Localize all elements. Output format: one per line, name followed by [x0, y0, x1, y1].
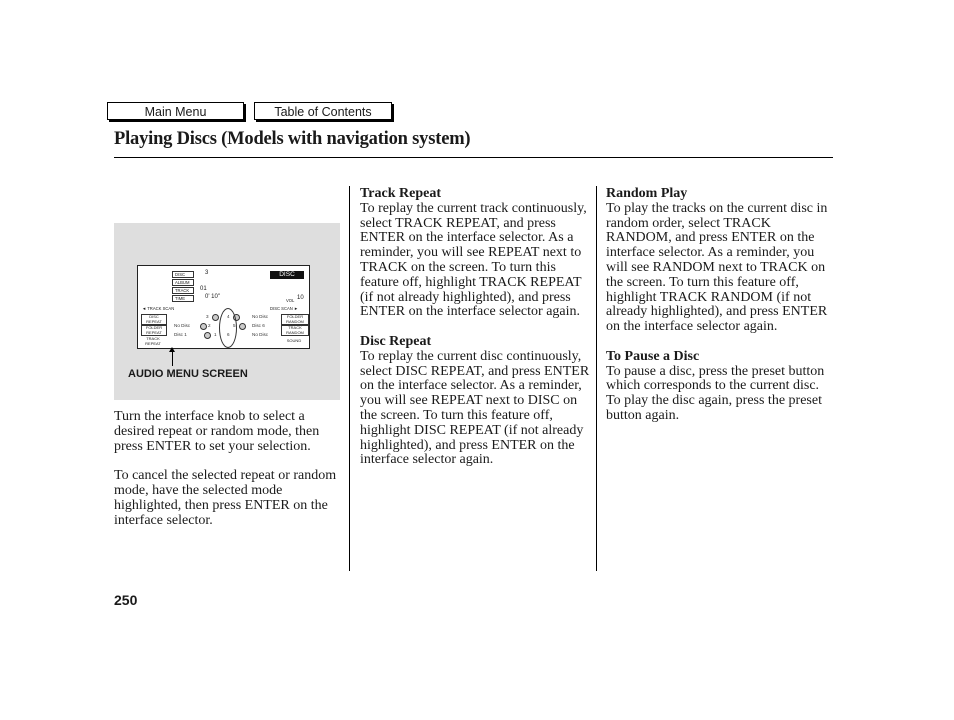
screen-track-value: 01	[200, 286, 207, 292]
column-divider-1	[349, 186, 350, 571]
slot-row3-b: 1	[214, 332, 217, 337]
screen-label-time: TIME	[172, 295, 194, 302]
screen-disc-value: 3	[205, 270, 209, 276]
slot-row2-b: 2	[208, 323, 211, 328]
pointer-line	[172, 350, 173, 366]
audio-menu-figure	[114, 223, 340, 400]
slot-row2-a: No Disc	[174, 323, 191, 328]
screen-label-track: TRACK	[172, 287, 194, 294]
random-play-text: To play the tracks on the current disc in random order, select TRACK RANDOM, and press ENTER on the interface selector. As a reminder, you will see RANDOM next to TRACK on the screen. To turn this feature off, highlight TRACK RANDOM (if not already highlighted), and press ENTER on the interface selector again.	[606, 200, 828, 335]
track-repeat-text: To replay the current track continuously, select TRACK REPEAT, and press ENTER on the interface selector. As a reminder, you will see REPEAT next to TRACK on the screen. To turn this feature off, highlight TRACK REPEAT (if not already highlighted), and press ENTER on the interface selector again.	[360, 200, 587, 320]
audio-menu-screen	[137, 265, 310, 349]
disc-chip-icon	[212, 314, 219, 321]
middle-column	[360, 187, 594, 468]
table-of-contents-button[interactable]: Table of Contents	[254, 102, 392, 120]
left-column	[114, 410, 346, 528]
disc-repeat-text: To replay the current disc continuously, select DISC REPEAT, and press ENTER on the interface selector. As a reminder, you will see REPEAT next to DISC on the screen. To turn this feature off, highlight DISC REPEAT (if not already highlighted), and press ENTER on the interface selector again.	[360, 348, 590, 468]
interface-knob-icon	[219, 308, 237, 348]
slot-row1-b: 4	[227, 314, 230, 319]
screen-vol-label: VOL	[286, 298, 295, 303]
slot-row3-a: Disc 1	[174, 332, 187, 337]
screen-disc-badge: DISC	[270, 271, 304, 279]
pause-disc-text: To pause a disc, press the preset button which corresponds to the current disc. To play the disc again, press the preset button again.	[606, 363, 825, 423]
right-column	[606, 187, 836, 424]
screen-track-scan: ◄ TRACK SCAN	[142, 306, 175, 311]
slot-row2-c: 5	[233, 323, 236, 328]
option-track-random: TRACK RANDOM	[281, 325, 309, 336]
disc-repeat-heading: Disc Repeat	[360, 333, 432, 349]
left-paragraph-1: Turn the interface knob to select a desired repeat or random mode, then press ENTER to set your selection.	[114, 409, 320, 454]
pause-disc-heading: To Pause a Disc	[606, 348, 700, 364]
disc-chip-icon	[239, 323, 246, 330]
slot-row1-c: No Disc	[252, 314, 269, 319]
figure-caption: AUDIO MENU SCREEN	[128, 368, 248, 380]
screen-disc-scan: DISC SCAN ►	[270, 306, 299, 311]
title-divider	[114, 157, 833, 158]
screen-time-value: 0' 10"	[205, 294, 220, 300]
left-paragraph-2: To cancel the selected repeat or random mode, have the selected mode highlighted, then press ENTER on the interface selector.	[114, 468, 337, 528]
random-play-heading: Random Play	[606, 186, 688, 201]
slot-row1-a: 3	[206, 314, 209, 319]
screen-label-disc: DISC	[172, 271, 194, 278]
track-repeat-heading: Track Repeat	[360, 186, 441, 201]
option-folder-random: FOLDER RANDOM	[281, 314, 309, 325]
option-disc-repeat: DISC REPEAT	[141, 314, 167, 325]
column-divider-2	[596, 186, 597, 571]
main-menu-button[interactable]: Main Menu	[107, 102, 244, 120]
option-track-repeat: TRACK REPEAT	[145, 336, 161, 346]
slot-row2-d: Disc 6	[252, 323, 265, 328]
screen-vol-value: 10	[297, 295, 304, 301]
page-number: 250	[114, 592, 138, 608]
option-sound: SOUND	[286, 338, 302, 343]
screen-label-album: ALBUM	[172, 279, 194, 286]
disc-chip-icon	[204, 332, 211, 339]
disc-chip-icon	[200, 323, 207, 330]
slot-row3-d: No Disc	[252, 332, 269, 337]
option-folder-repeat: FOLDER REPEAT	[141, 325, 167, 336]
page-title: Playing Discs (Models with navigation system)	[114, 129, 471, 149]
slot-row3-c: 6	[227, 332, 230, 337]
